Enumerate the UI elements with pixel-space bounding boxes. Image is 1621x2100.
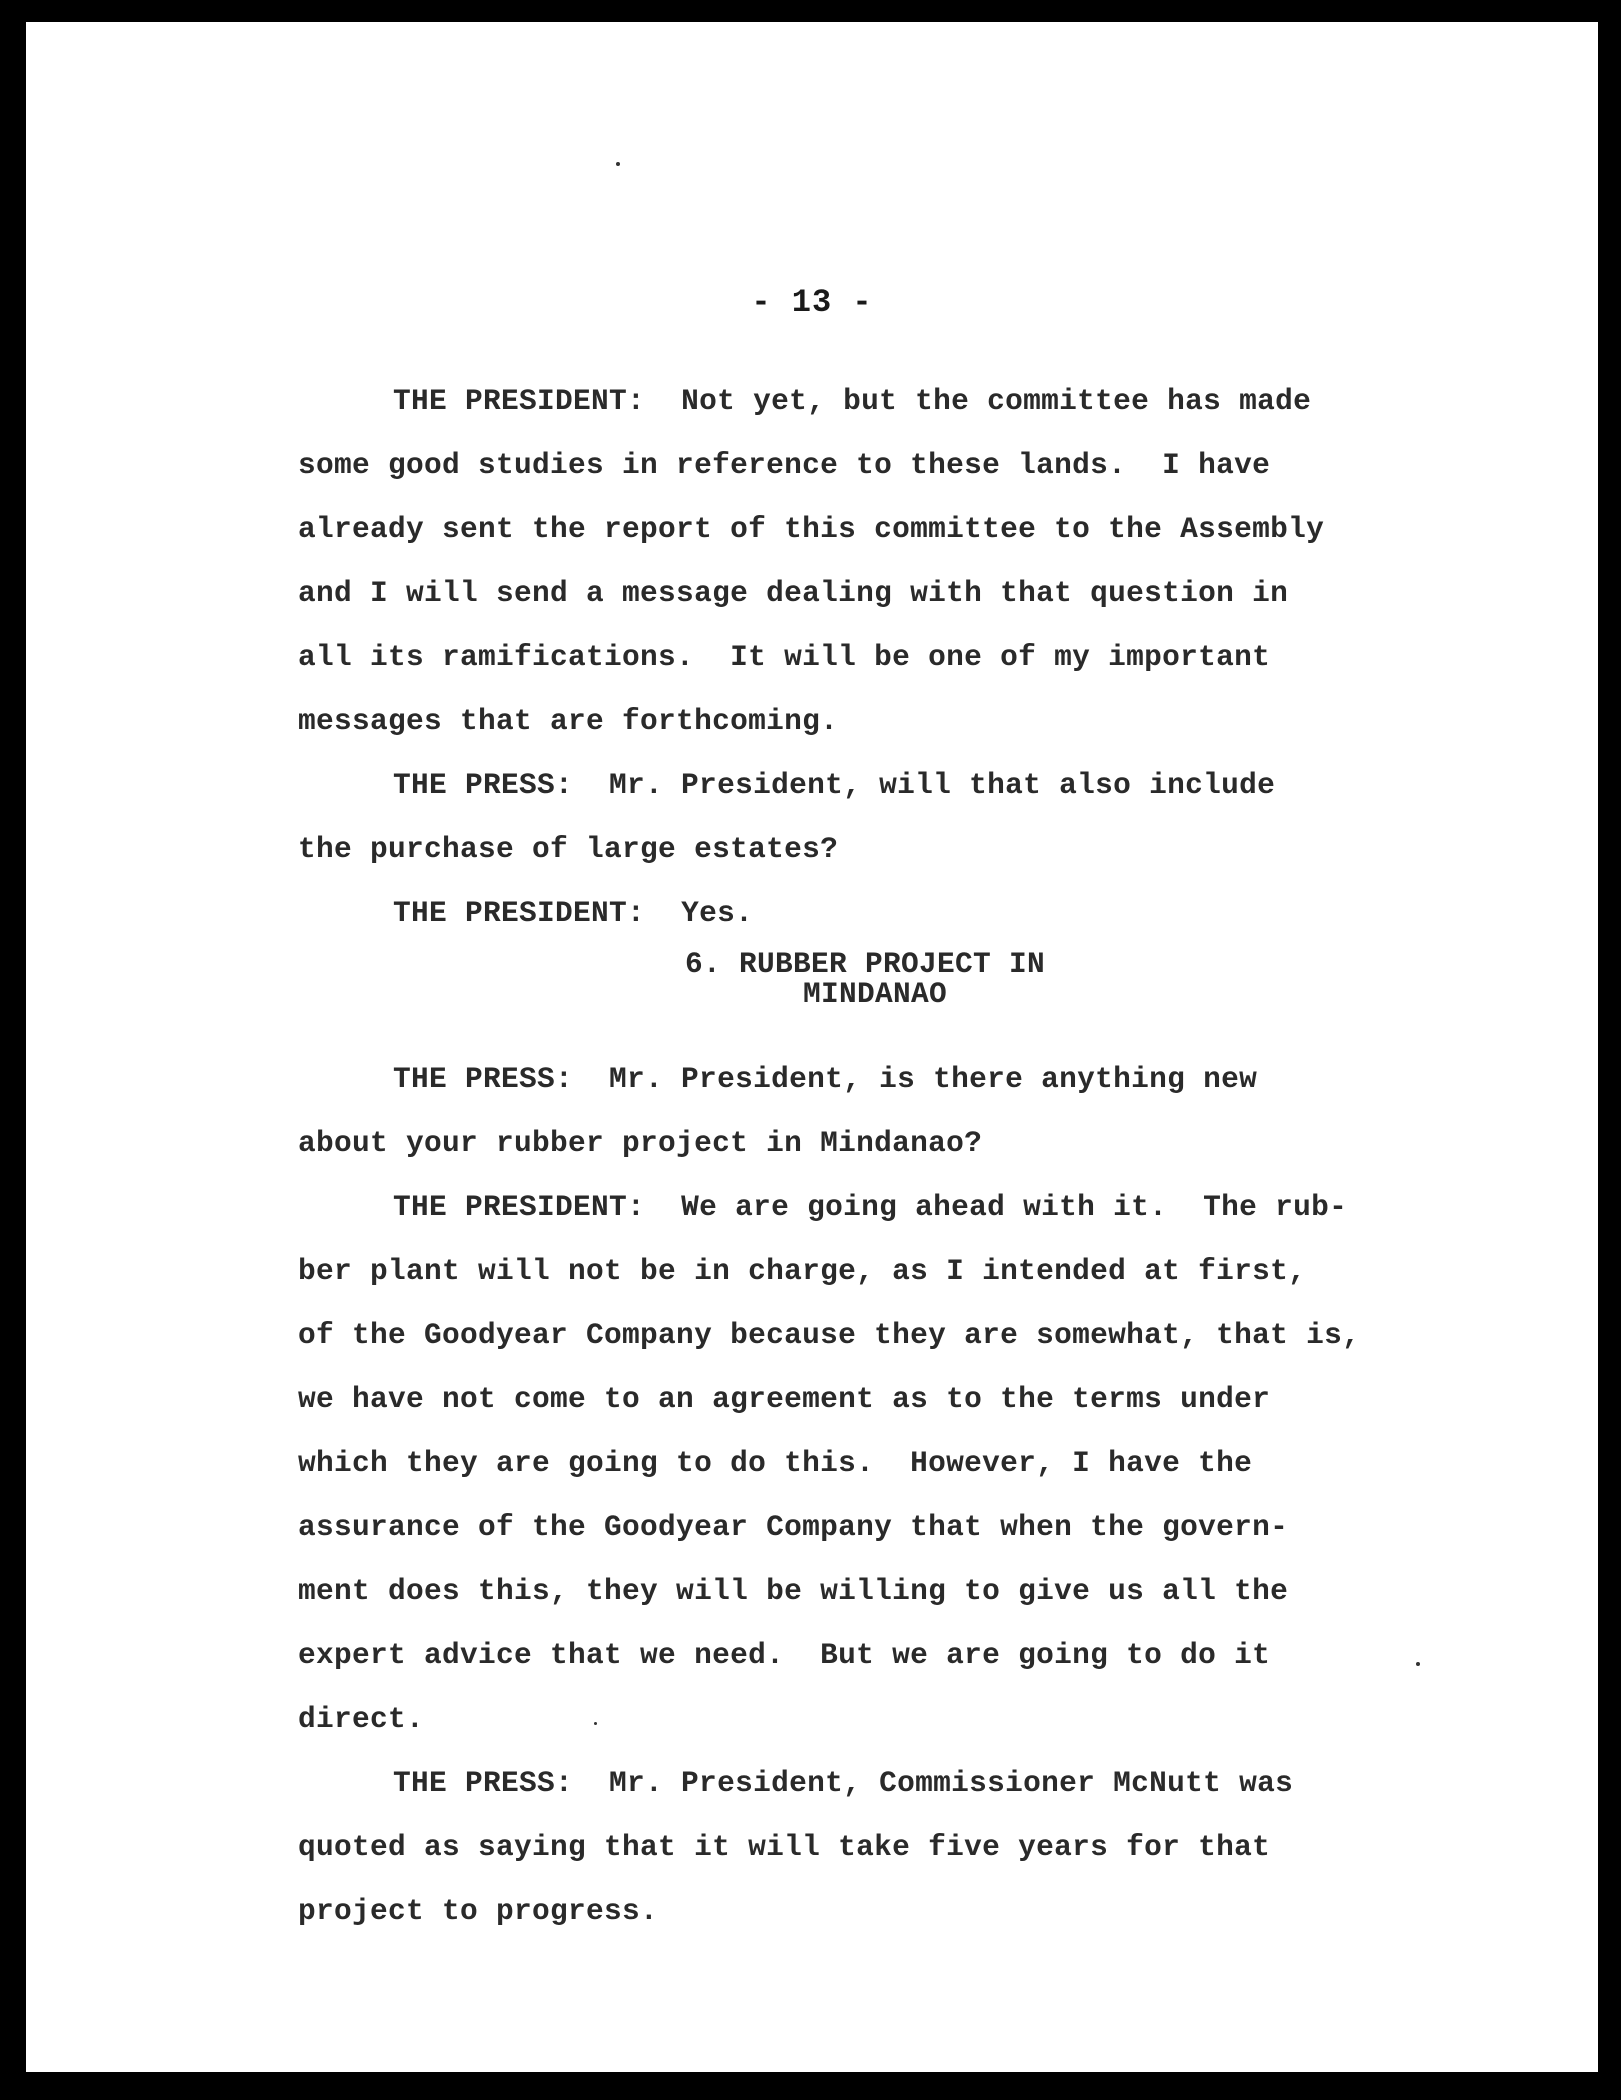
paragraph-line: ment does this, they will be willing to give us all the — [298, 1574, 1289, 1608]
section-heading-line2: MINDANAO — [803, 977, 948, 1011]
line-text: Mr. President, Commissioner McNutt was — [609, 1766, 1294, 1800]
line-text: Mr. President, is there anything new — [609, 1062, 1258, 1096]
paragraph-line: the purchase of large estates? — [298, 832, 839, 866]
speaker-label: THE PRESIDENT: — [393, 896, 646, 930]
paragraph-line: assurance of the Goodyear Company that when the govern- — [298, 1510, 1289, 1544]
paragraph-line: about your rubber project in Mindanao? — [298, 1126, 983, 1160]
paragraph-line: project to progress. — [298, 1894, 659, 1928]
document-page — [26, 22, 1598, 2072]
paragraph-line — [298, 753, 1458, 817]
paragraph-line: some good studies in reference to these lands. I have — [298, 448, 1271, 482]
paragraph-line — [298, 1751, 1458, 1815]
section-heading — [298, 941, 1458, 1047]
paragraph-line: all its ramifications. It will be one of my important — [298, 640, 1271, 674]
speaker-label: THE PRESIDENT: — [393, 384, 646, 418]
paragraph-line: quoted as saying that it will take five years for that — [298, 1830, 1271, 1864]
line-text: Yes. — [681, 896, 754, 930]
section-heading-line1: 6. RUBBER PROJECT IN — [685, 947, 1046, 981]
paragraph-line: which they are going to do this. However, I have the — [298, 1446, 1253, 1480]
speaker-label: THE PRESS: — [393, 1766, 574, 1800]
paragraph-line — [298, 369, 1458, 433]
paragraph-line — [298, 1175, 1458, 1239]
ink-speck — [616, 162, 620, 166]
line-text: We are going ahead with it. The rub- — [681, 1190, 1348, 1224]
paragraph-line: expert advice that we need. But we are going to do it — [298, 1638, 1271, 1672]
line-text: Mr. President, will that also include — [609, 768, 1276, 802]
paragraph-line: direct. — [298, 1702, 425, 1736]
paragraph-line — [298, 881, 1458, 945]
transcript-body — [298, 369, 1458, 1943]
paragraph-line — [298, 1047, 1458, 1111]
page-number: - 13 - — [751, 284, 873, 321]
paragraph-line: of the Goodyear Company because they are somewhat, that is, — [298, 1318, 1361, 1352]
speaker-label: THE PRESS: — [393, 768, 574, 802]
speaker-label: THE PRESS: — [393, 1062, 574, 1096]
paragraph-line: already sent the report of this committee to the Assembly — [298, 512, 1325, 546]
paragraph-line: we have not come to an agreement as to the terms under — [298, 1382, 1271, 1416]
line-text: Not yet, but the committee has made — [681, 384, 1312, 418]
paragraph-line: ber plant will not be in charge, as I intended at first, — [298, 1254, 1307, 1288]
speaker-label: THE PRESIDENT: — [393, 1190, 646, 1224]
paragraph-line: messages that are forthcoming. — [298, 704, 839, 738]
paragraph-line: and I will send a message dealing with that question in — [298, 576, 1289, 610]
